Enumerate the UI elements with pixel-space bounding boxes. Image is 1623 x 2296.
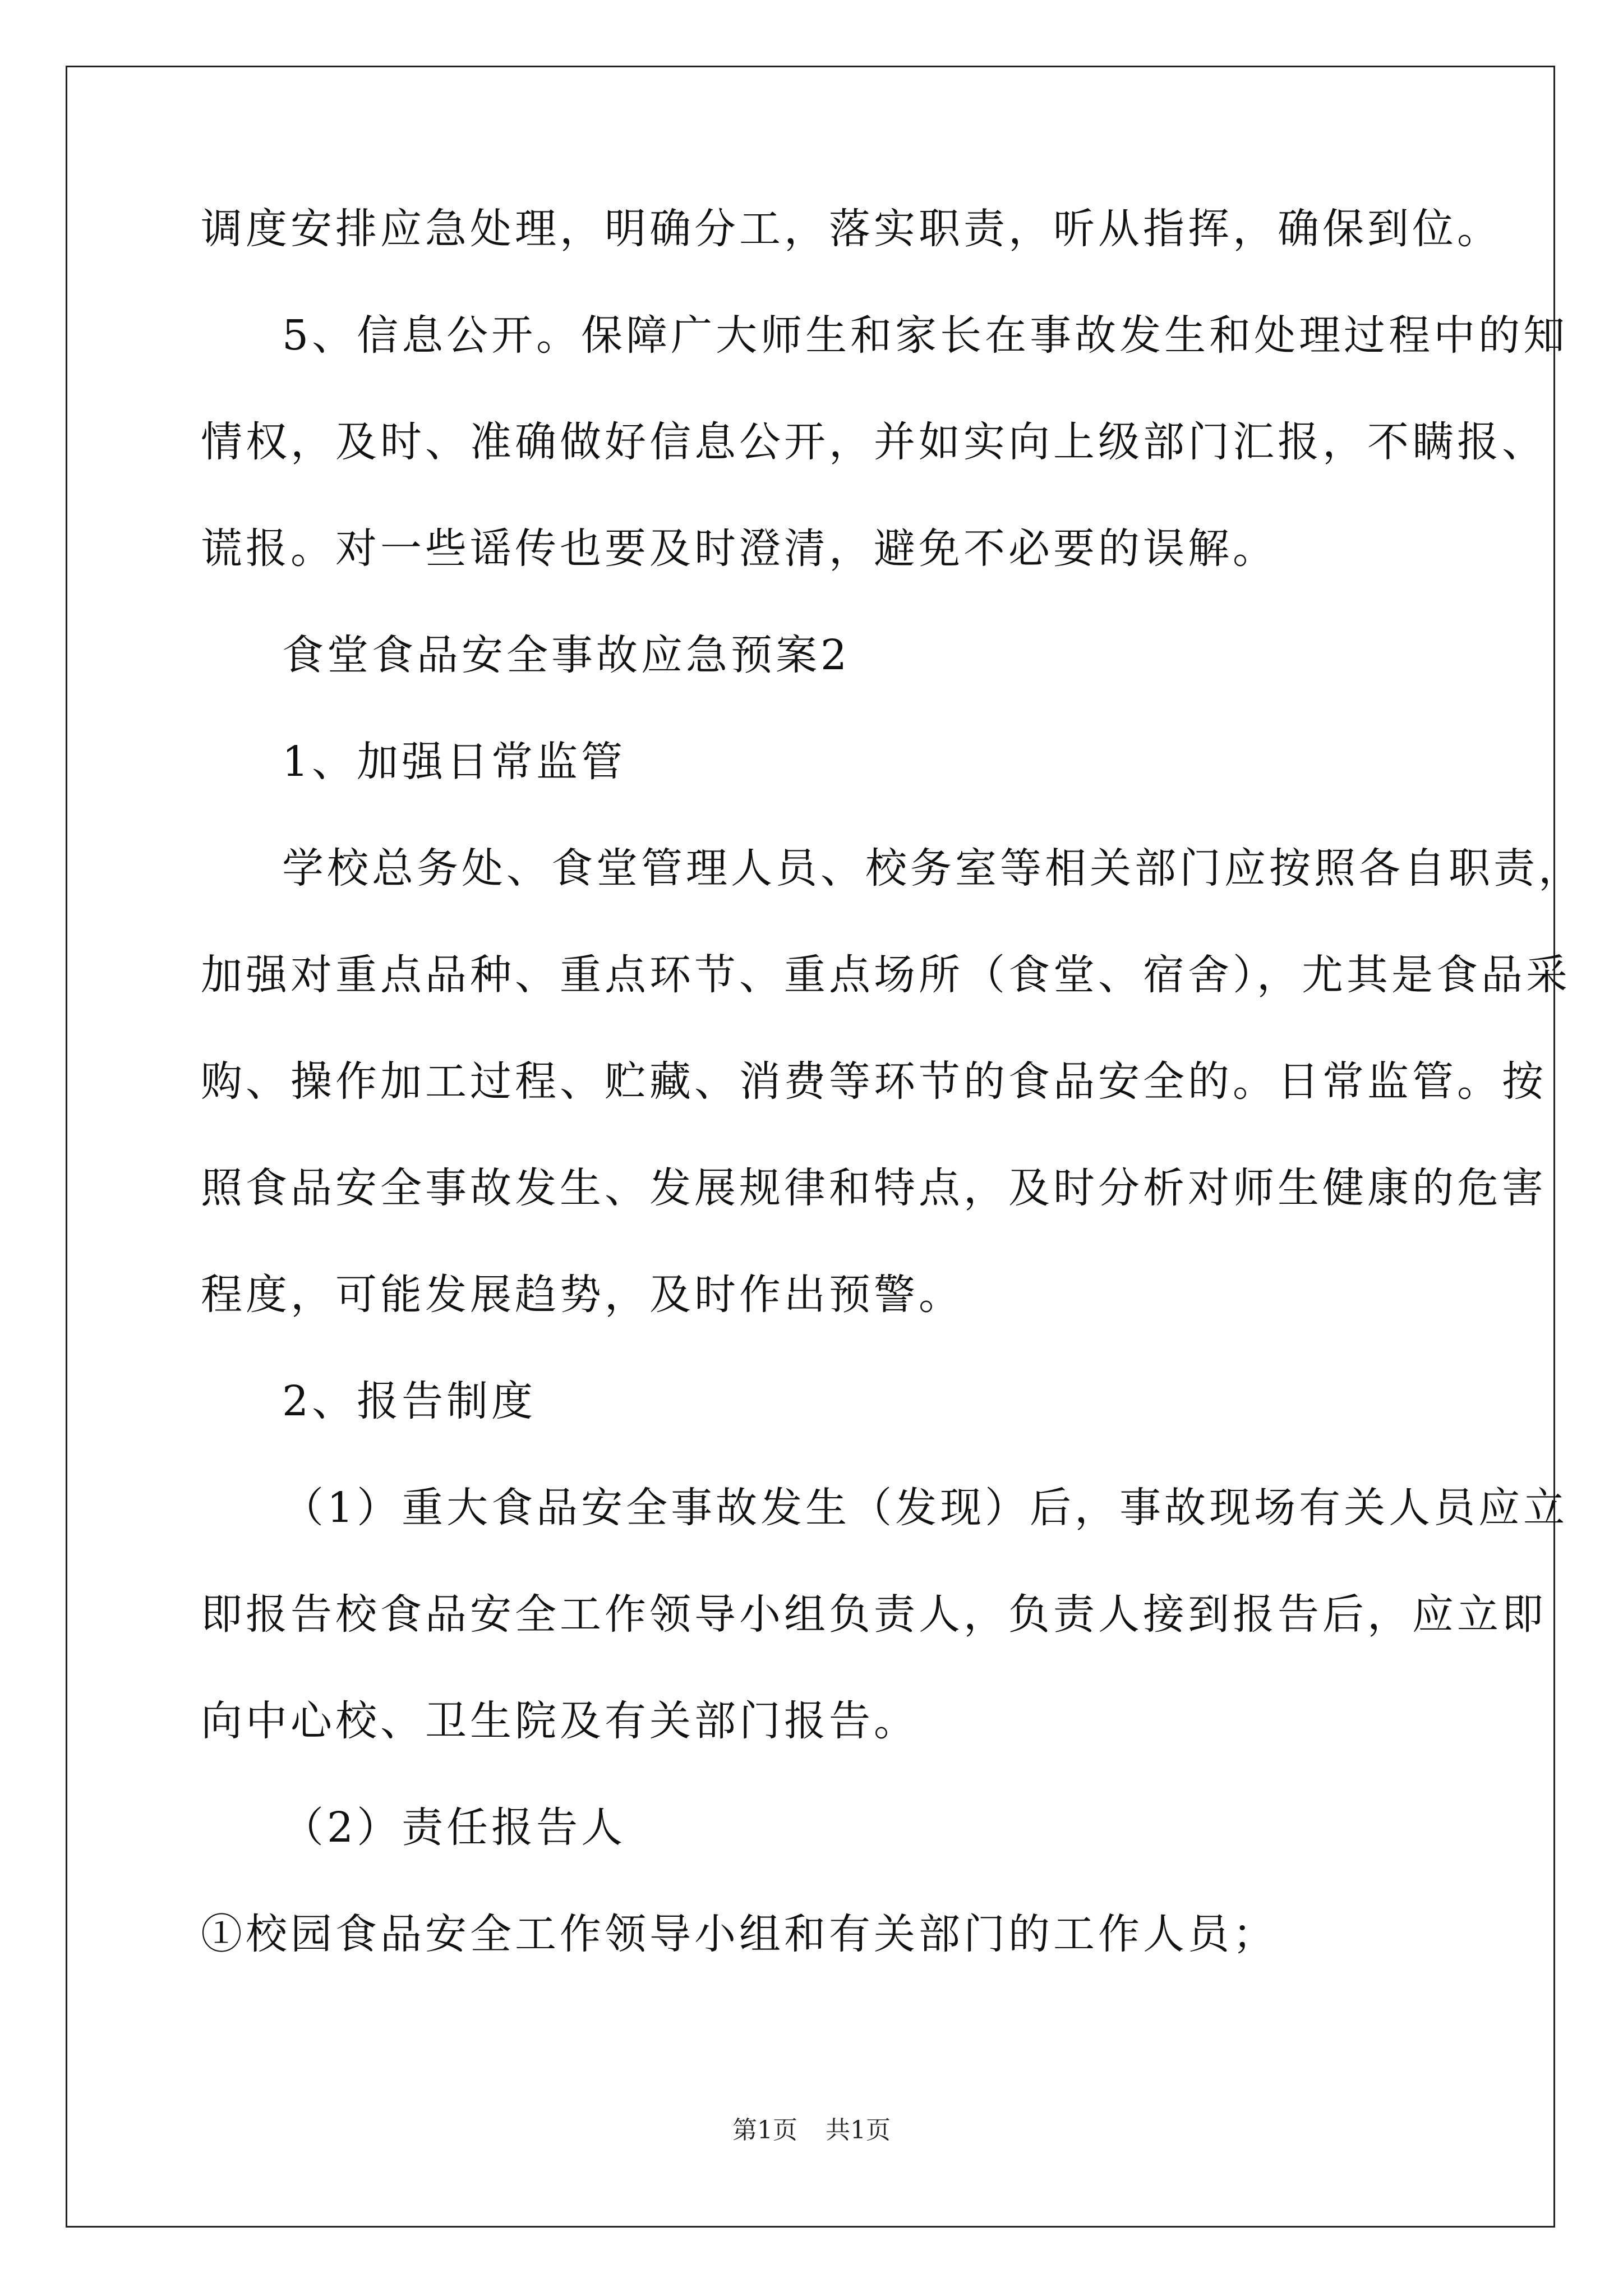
text-line: 加强对重点品种、重点环节、重点场所（食堂、宿舍），尤其是食品采 [201,951,1571,999]
text-line: ①校园食品安全工作领导小组和有关部门的工作人员； [201,1910,1278,1958]
text-line: 购、操作加工过程、贮藏、消费等环节的食品安全的。日常监管。按 [201,1057,1547,1106]
text-line: 谎报。对一些谣传也要及时澄清，避免不必要的误解。 [201,524,1278,573]
section-heading: 食堂食品安全事故应急预案2 [282,631,851,679]
page-number-total: 共1页 [826,2116,891,2145]
text-line: 照食品安全事故发生、发展规律和特点，及时分析对师生健康的危害 [201,1164,1547,1212]
text-line: （2）责任报告人 [282,1803,626,1852]
page-number-current: 第1页 [732,2116,797,2145]
text-line: （1）重大食品安全事故发生（发现）后，事故现场有关人员应立 [282,1484,1569,1532]
subsection-heading: 2、报告制度 [282,1377,537,1425]
text-line: 学校总务处、食堂管理人员、校务室等相关部门应按照各自职责， [282,844,1583,892]
subsection-heading: 1、加强日常监管 [282,738,626,786]
page-footer [0,2115,1623,2146]
text-line: 5、信息公开。保障广大师生和家长在事故发生和处理过程中的知 [282,311,1569,360]
text-line: 情权，及时、准确做好信息公开，并如实向上级部门汇报，不瞒报、 [201,418,1547,466]
text-line: 调度安排应急处理，明确分工，落实职责，听从指挥，确保到位。 [201,205,1502,253]
text-line: 程度，可能发展趋势，及时作出预警。 [201,1271,963,1319]
text-line: 向中心校、卫生院及有关部门报告。 [201,1697,919,1745]
page-frame [66,66,1555,2228]
text-line: 即报告校食品安全工作领导小组负责人，负责人接到报告后，应立即 [201,1590,1547,1639]
